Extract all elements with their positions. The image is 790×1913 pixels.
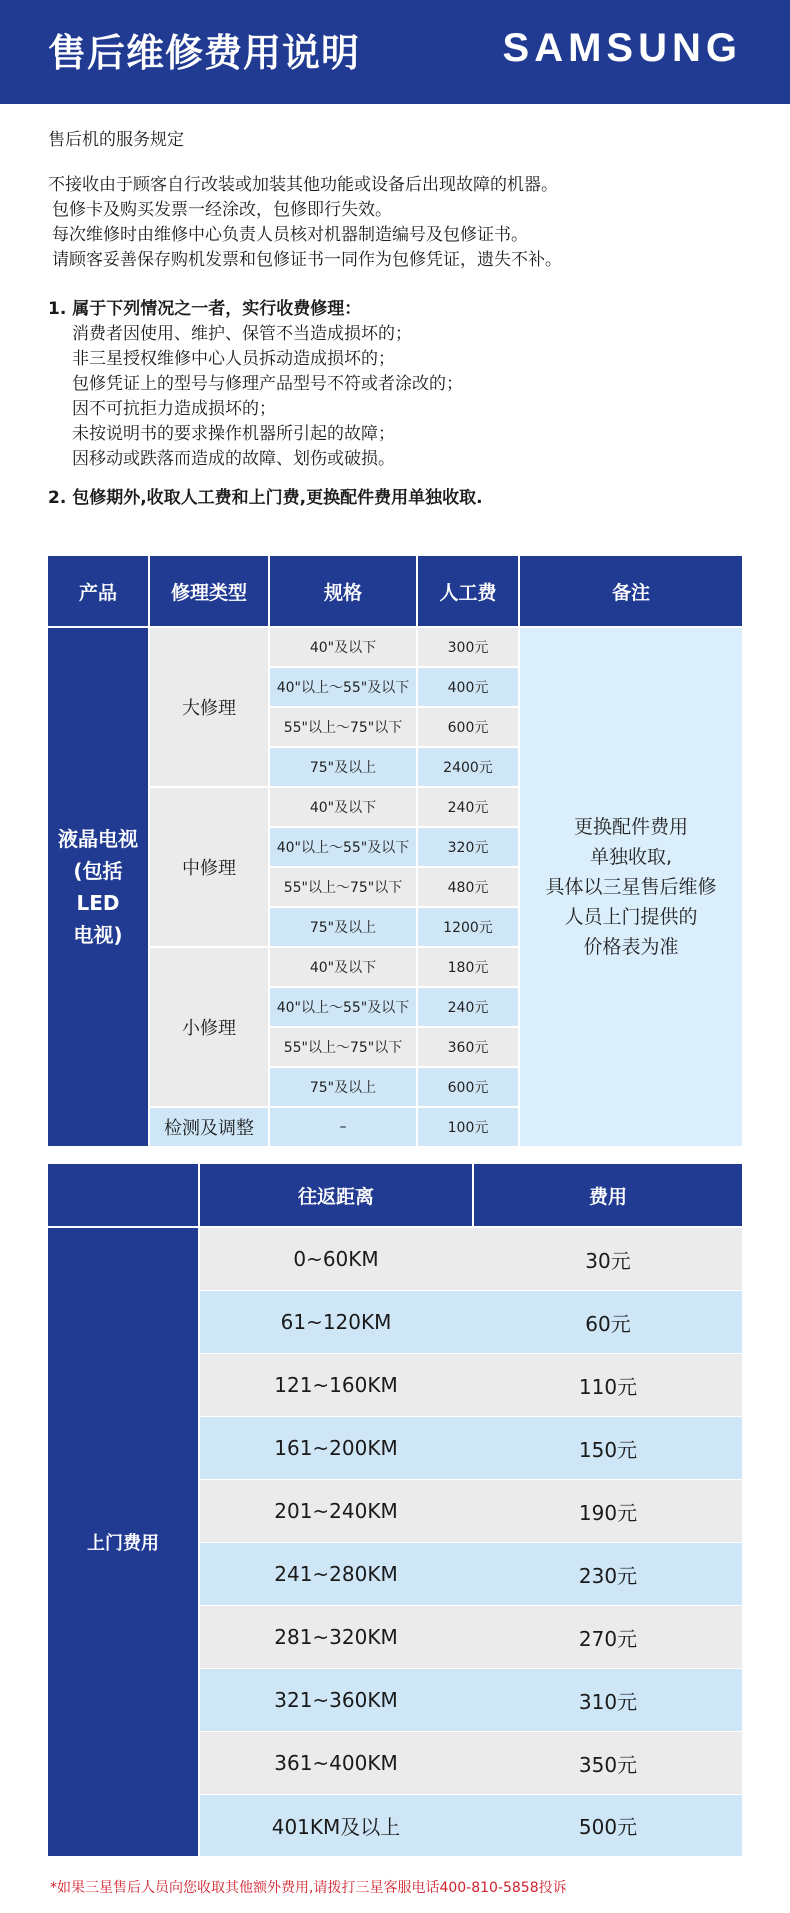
fee-cell: 240元 — [418, 788, 518, 826]
spec-cell: 40"以上～55"及以下 — [270, 828, 416, 866]
fee-cell: 190元 — [578, 1500, 638, 1525]
spec-cell: 40"及以下 — [270, 628, 416, 666]
note-line: 具体以三星售后维修 — [545, 876, 717, 898]
fee-cell: 110元 — [578, 1374, 638, 1399]
note-line: 单独收取, — [589, 846, 673, 868]
col-header-labor-fee: 人工费 — [418, 556, 518, 626]
col-header-repair-type: 修理类型 — [150, 556, 268, 626]
visit-fee-table — [48, 1164, 742, 1856]
page-header — [0, 0, 790, 104]
fee-cell: 30元 — [585, 1248, 631, 1273]
fee-cell: 230元 — [578, 1563, 638, 1588]
rules-line: 不接收由于顾客自行改装或加装其他功能或设备后出现故障的机器。 — [48, 175, 558, 195]
distance-cell: 61~120KM — [280, 1310, 392, 1334]
product-line: 液晶电视 — [58, 827, 138, 851]
section-2-heading: 2. 包修期外,收取人工费和上门费,更换配件费用单独收取. — [48, 488, 483, 508]
spec-cell: 40"及以下 — [270, 788, 416, 826]
fee-cell: 400元 — [418, 668, 518, 706]
condition-item: 未按说明书的要求操作机器所引起的故障； — [72, 424, 395, 444]
spec-cell: 75"及以上 — [270, 748, 416, 786]
spec-cell: 75"及以上 — [270, 908, 416, 946]
table-row — [200, 1606, 742, 1668]
fee-cell: 350元 — [578, 1752, 638, 1777]
table-row — [200, 1732, 742, 1794]
distance-cell: 241~280KM — [274, 1562, 398, 1586]
complaint-footnote: *如果三星售后人员向您收取其他额外费用,请拨打三星客服电话400-810-5858投诉 — [50, 1880, 567, 1896]
table-row — [200, 1480, 742, 1542]
fee-cell: 150元 — [578, 1437, 638, 1462]
fee-cell: 360元 — [418, 1028, 518, 1066]
distance-cell: 201~240KM — [274, 1499, 398, 1523]
spec-cell: 40"以上～55"及以下 — [270, 668, 416, 706]
service-rules — [48, 128, 748, 511]
condition-item: 因不可抗拒力造成损坏的； — [72, 399, 276, 419]
rules-line: 请顾客妥善保存购机发票和包修证书一同作为包修凭证，遗失不补。 — [52, 250, 562, 270]
col-header-distance: 往返距离 — [200, 1164, 472, 1226]
table-row — [200, 1669, 742, 1731]
table-row — [200, 1291, 742, 1353]
col-header-note: 备注 — [520, 556, 742, 626]
product-line: (包括 — [73, 859, 123, 883]
spec-cell: – — [270, 1108, 416, 1146]
note-line: 人员上门提供的 — [564, 906, 698, 928]
fee-cell: 1200元 — [418, 908, 518, 946]
fee-cell: 240元 — [418, 988, 518, 1026]
distance-cell: 321~360KM — [274, 1688, 398, 1712]
table-row — [200, 1795, 742, 1856]
table-row — [200, 1417, 742, 1479]
distance-cell: 121~160KM — [274, 1373, 398, 1397]
table-row — [200, 1354, 742, 1416]
distance-cell: 281~320KM — [274, 1625, 398, 1649]
page-title: 售后维修费用说明 — [48, 31, 361, 75]
rules-line: 包修卡及购买发票一经涂改，包修即行失效。 — [52, 200, 392, 220]
samsung-logo: SAMSUNG — [502, 26, 742, 70]
fee-cell: 600元 — [418, 708, 518, 746]
fee-cell: 300元 — [418, 628, 518, 666]
fee-cell: 180元 — [418, 948, 518, 986]
paid-repair-section — [48, 297, 748, 472]
condition-item: 非三星授权维修中心人员拆动造成损坏的； — [72, 349, 395, 369]
fee-cell: 60元 — [585, 1311, 631, 1336]
repair-type-minor: 小修理 — [150, 948, 268, 1106]
section-1-heading: 1. 属于下列情况之一者，实行收费修理： — [48, 299, 362, 319]
spec-cell: 40"以上～55"及以下 — [270, 988, 416, 1026]
repair-type-medium: 中修理 — [150, 788, 268, 946]
fee-cell: 320元 — [418, 828, 518, 866]
distance-cell: 161~200KM — [274, 1436, 398, 1460]
condition-item: 包修凭证上的型号与修理产品型号不符或者涂改的； — [72, 374, 463, 394]
fee-cell: 600元 — [418, 1068, 518, 1106]
rules-heading: 售后机的服务规定 — [48, 130, 184, 150]
condition-item: 消费者因使用、维护、保管不当造成损坏的； — [72, 324, 412, 344]
col-header-product: 产品 — [48, 556, 148, 626]
fee-cell: 270元 — [578, 1626, 638, 1651]
spec-cell: 55"以上～75"以下 — [270, 708, 416, 746]
spec-cell: 75"及以上 — [270, 1068, 416, 1106]
distance-cell: 401KM及以上 — [271, 1815, 401, 1839]
product-line: 电视) — [73, 923, 123, 947]
repair-type-major: 大修理 — [150, 628, 268, 786]
repair-type-inspection: 检测及调整 — [150, 1108, 268, 1146]
table-row — [200, 1543, 742, 1605]
rules-paragraph — [48, 173, 748, 273]
distance-cell: 0~60KM — [293, 1247, 379, 1271]
product-cell — [48, 628, 148, 1146]
fee-cell: 310元 — [578, 1689, 638, 1714]
spec-cell: 55"以上～75"以下 — [270, 868, 416, 906]
spec-cell: 40"及以下 — [270, 948, 416, 986]
table-row — [200, 1228, 742, 1290]
fee-cell: 100元 — [418, 1108, 518, 1146]
col-header-spec: 规格 — [270, 556, 416, 626]
condition-item: 因移动或跌落而造成的故障、划伤或破损。 — [72, 449, 395, 469]
rules-line: 每次维修时由维修中心负责人员核对机器制造编号及包修证书。 — [52, 225, 528, 245]
note-line: 价格表为准 — [583, 936, 679, 958]
fee-cell: 500元 — [578, 1815, 638, 1839]
col-header-blank — [48, 1164, 198, 1226]
repair-fee-table — [48, 556, 742, 1146]
distance-cell: 361~400KM — [274, 1751, 398, 1775]
fee-cell: 2400元 — [418, 748, 518, 786]
spec-cell: 55"以上～75"以下 — [270, 1028, 416, 1066]
col-header-fee: 费用 — [474, 1164, 742, 1226]
note-cell — [520, 628, 742, 1146]
product-line: LED — [76, 891, 120, 915]
note-line: 更换配件费用 — [573, 816, 688, 838]
visit-fee-label: 上门费用 — [48, 1228, 198, 1856]
fee-cell: 480元 — [418, 868, 518, 906]
